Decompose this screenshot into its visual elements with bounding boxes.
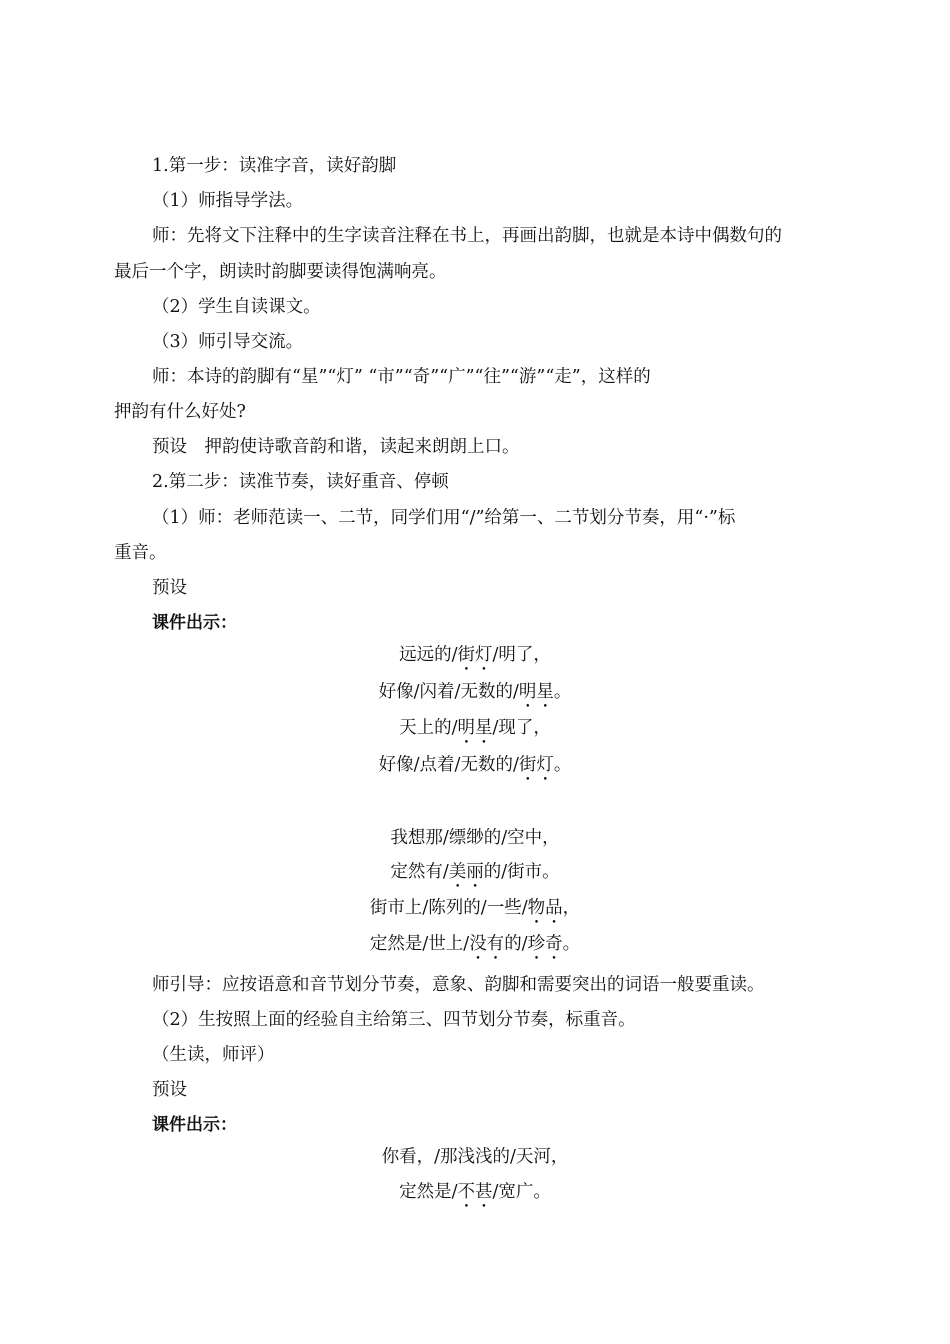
poem-line <box>0 1180 950 1212</box>
poem-text: 好像/闪着/无数的/ <box>378 682 519 702</box>
teacher-instruction-line-2: 最后一个字，朗读时韵脚要读得饱满响亮。 <box>114 262 447 282</box>
courseware-label-2: 课件出示： <box>152 1115 237 1135</box>
poem-line <box>0 680 950 712</box>
poem-line <box>0 932 950 964</box>
poem-text: 街市上/陈列的/一些/ <box>369 898 528 918</box>
poem-text: 的/街市。 <box>483 862 560 882</box>
stressed-word: 街灯 <box>518 755 554 775</box>
poem-text: ， <box>562 898 581 918</box>
poem-text: 定然是/ <box>399 1182 458 1202</box>
poem-text: /现了， <box>492 718 551 738</box>
item-1-guide-method: （1）师指导学法。 <box>152 191 304 211</box>
stressed-word: 珍奇 <box>527 934 563 954</box>
student-read-teacher-comment: （生读，师评） <box>152 1045 275 1065</box>
poem-line <box>0 1145 950 1169</box>
teacher-model-reading-line-1: （1）师：老师范读一、二节，同学们用“/”给第一、二节划分节奏，用“·”标 <box>152 508 736 528</box>
rhyme-question-line-2: 押韵有什么好处? <box>114 402 246 422</box>
poem-text: /明了， <box>492 645 551 665</box>
step-one-heading: 1.第一步：读准字音，读好韵脚 <box>152 156 397 176</box>
poem-text: 的/ <box>504 934 528 954</box>
poem-line <box>0 860 950 892</box>
poem-line <box>0 753 950 785</box>
poem-text: 我想那/缥缈的/空中， <box>390 828 560 848</box>
stressed-word: 物品 <box>527 898 563 918</box>
poem-text: 你看，/那浅浅的/天河， <box>381 1147 569 1167</box>
stressed-word: 美丽 <box>448 862 484 882</box>
item-3-exchange: （3）师引导交流。 <box>152 332 304 352</box>
poem-text: 天上的/ <box>399 718 458 738</box>
teacher-model-reading-line-2: 重音。 <box>114 543 167 563</box>
teacher-guidance: 师引导：应按语意和音节划分节奏，意象、韵脚和需要突出的词语一般要重读。 <box>152 975 765 995</box>
preset-label-2: 预设 <box>152 1080 187 1100</box>
step-two-heading: 2.第二步：读准节奏，读好重音、停顿 <box>152 472 449 492</box>
poem-line <box>0 896 950 928</box>
item-2-student-practice: （2）生按照上面的经验自主给第三、四节划分节奏，标重音。 <box>152 1010 636 1030</box>
courseware-label-1: 课件出示： <box>152 613 237 633</box>
poem-text: 。 <box>562 934 581 954</box>
stressed-word: 明星 <box>518 682 554 702</box>
poem-text: 好像/点着/无数的/ <box>378 755 519 775</box>
stressed-word: 明星 <box>457 718 493 738</box>
poem-text: 。 <box>553 682 572 702</box>
stressed-word: 没有 <box>469 934 505 954</box>
poem-line <box>0 643 950 675</box>
rhyme-question-line-1: 师：本诗的韵脚有“星”“灯” “市”“奇”“广”“往”“游”“走”，这样的 <box>152 367 651 387</box>
teacher-instruction-line-1: 师：先将文下注释中的生字读音注释在书上，再画出韵脚，也就是本诗中偶数句的 <box>152 226 782 246</box>
poem-text: 。 <box>553 755 572 775</box>
stressed-word: 不甚 <box>457 1182 493 1202</box>
poem-text: 定然有/ <box>390 862 449 882</box>
poem-line <box>0 826 950 850</box>
poem-text: 远远的/ <box>399 645 458 665</box>
preset-answer-1: 预设 押韵使诗歌音韵和谐，读起来朗朗上口。 <box>152 437 520 457</box>
poem-text: /宽广。 <box>492 1182 551 1202</box>
poem-text: 定然是/世上/ <box>369 934 470 954</box>
item-2-self-read: （2）学生自读课文。 <box>152 297 321 317</box>
poem-line <box>0 716 950 748</box>
stressed-word: 街灯 <box>457 645 493 665</box>
preset-label-1: 预设 <box>152 578 187 598</box>
